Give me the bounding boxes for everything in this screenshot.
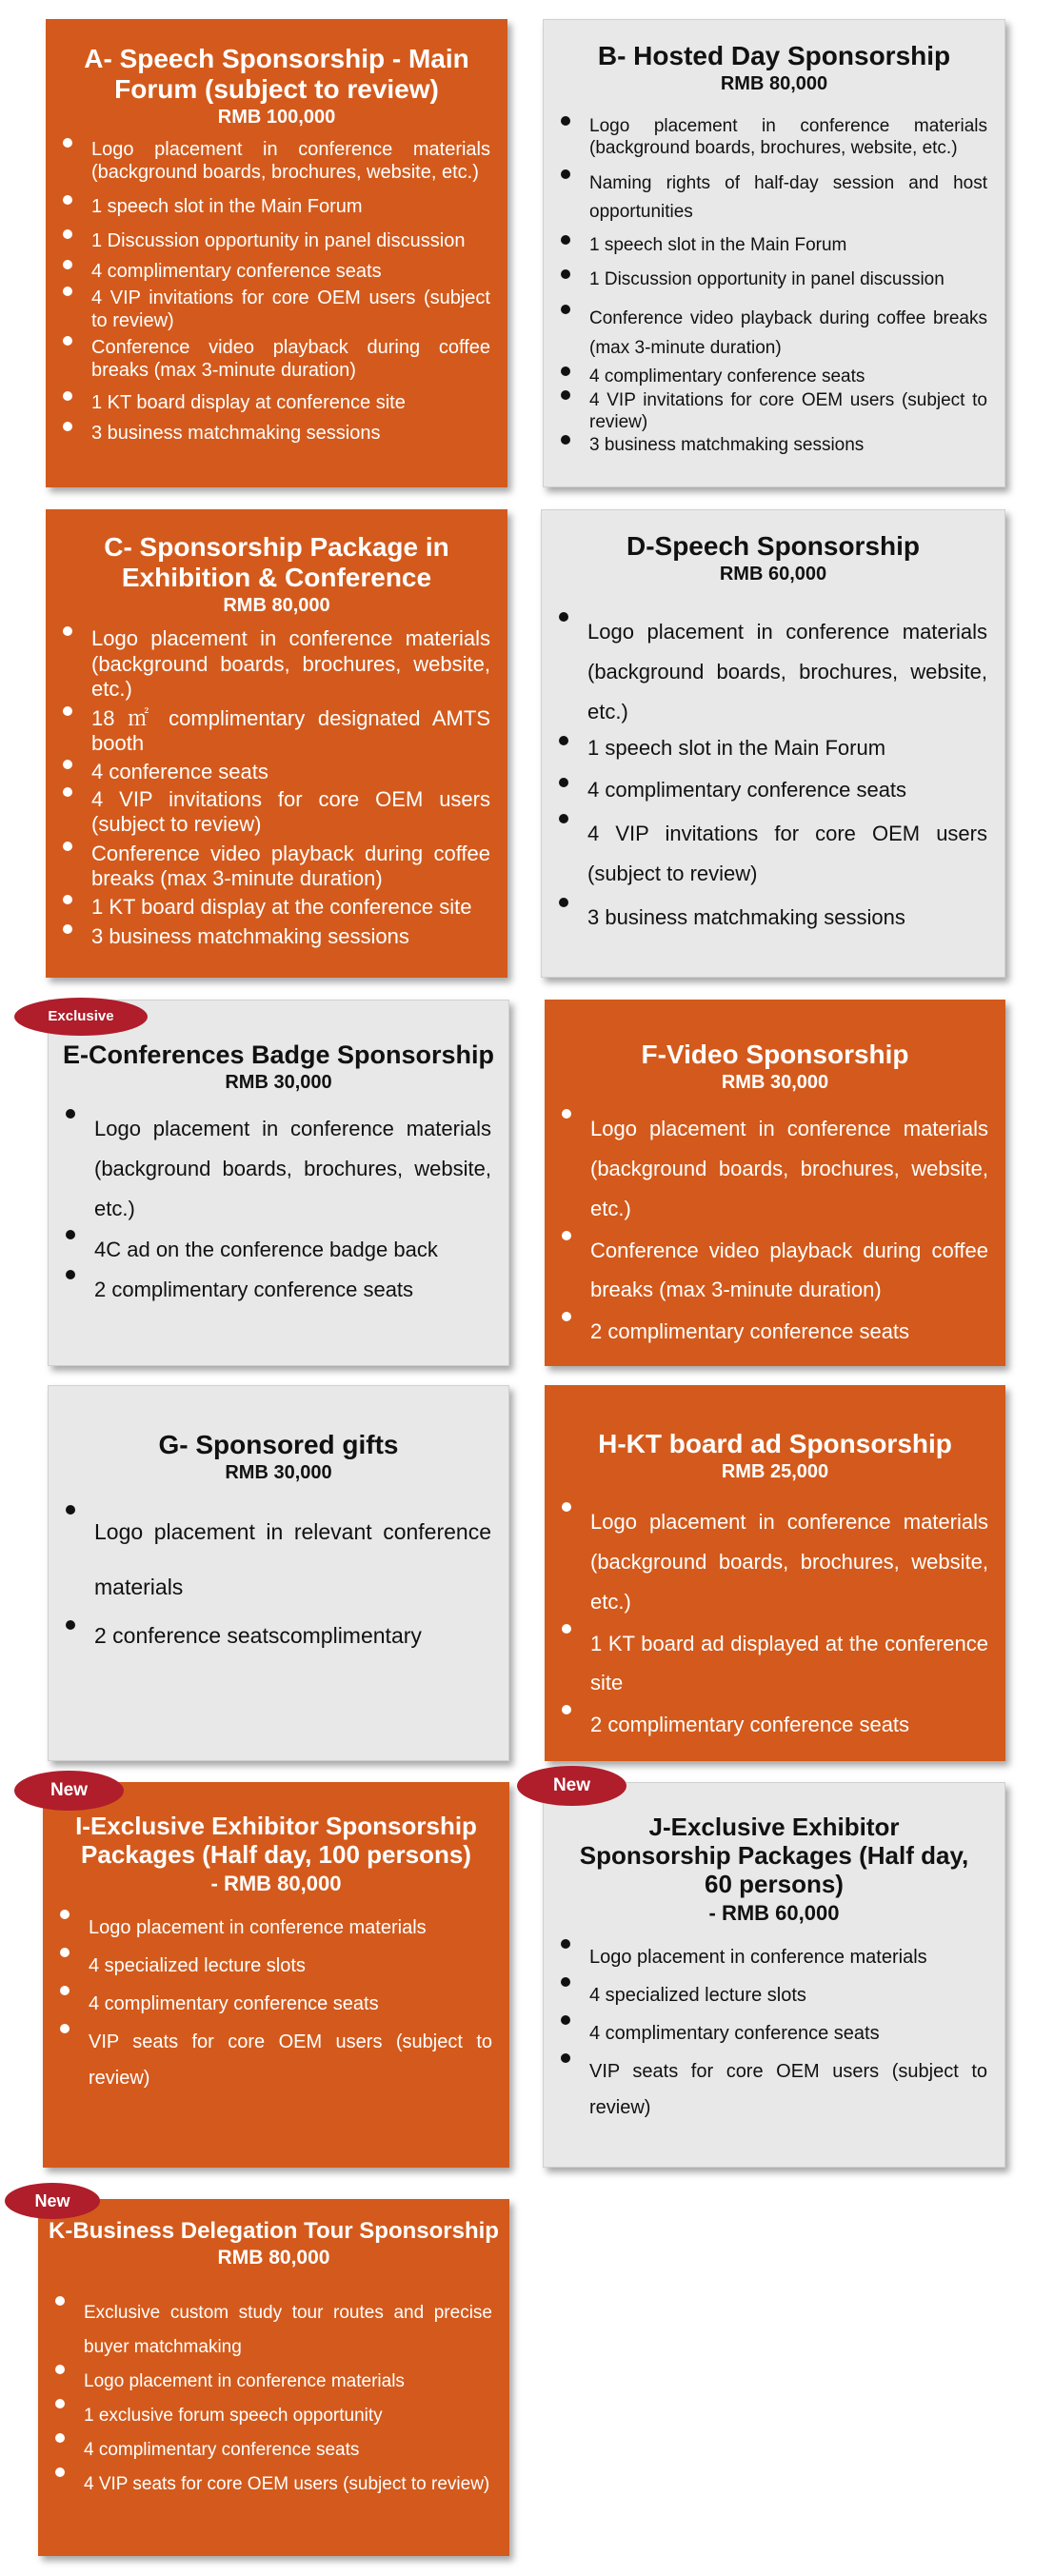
new-badge: New — [517, 1766, 626, 1806]
sponsorship-card-g — [48, 1385, 509, 1761]
list-item: 1 speech slot in the Main Forum — [559, 235, 987, 257]
list-item: Logo placement in conference materials (background boards, brochures, website, etc.) — [559, 116, 987, 160]
card-price: RMB 60,000 — [719, 564, 827, 585]
list-item: 4 complimentary conference seats — [53, 2433, 492, 2467]
benefit-list — [542, 612, 1004, 938]
card-title: E-Conferences Badge Sponsorship — [62, 1040, 495, 1069]
list-item: 1 speech slot in the Main Forum — [61, 195, 490, 218]
card-title: K-Business Delegation Tour Sponsorship — [49, 2218, 499, 2244]
list-item: 3 business matchmaking sessions — [557, 898, 987, 938]
sponsorship-card-j — [543, 1782, 1005, 2168]
list-item: 4 VIP seats for core OEM users (subject to review) — [53, 2467, 492, 2502]
list-item: Logo placement in conference materials (background boards, brochures, website, etc.) — [61, 138, 490, 184]
list-item: Logo placement in conference materials (background boards, brochures, website, etc.) — [560, 1502, 988, 1621]
list-item: 1 KT board display at the conference site — [61, 895, 490, 920]
list-item: Logo placement in conference materials (background boards, brochures, website, etc.) — [61, 626, 490, 702]
card-title: D-Speech Sponsorship — [626, 531, 921, 561]
card-price: RMB 80,000 — [217, 2246, 330, 2269]
list-item: VIP seats for core OEM users (subject to review) — [58, 2024, 492, 2096]
sponsorship-card-a — [46, 19, 507, 487]
list-item: Exclusive custom study tour routes and precise buyer matchmaking — [53, 2296, 492, 2365]
card-price: RMB 80,000 — [223, 595, 330, 617]
sponsorship-card-c — [46, 509, 507, 978]
list-item: 18 ㎡ complimentary designated AMTS booth — [61, 706, 490, 757]
exclusive-badge: Exclusive — [14, 998, 148, 1036]
sponsorship-card-f — [545, 1000, 1005, 1366]
sponsorship-card-h — [545, 1385, 1005, 1761]
list-item: Conference video playback during coffee breaks (max 3-minute duration) — [61, 842, 490, 892]
list-item: Conference video playback during coffee breaks (max 3-minute duration) — [560, 1231, 988, 1311]
list-item: 1 Discussion opportunity in panel discussion — [559, 269, 987, 291]
benefit-list — [46, 138, 507, 445]
card-price: - RMB 60,000 — [708, 1900, 840, 1925]
list-item: VIP seats for core OEM users (subject to review) — [559, 2053, 987, 2126]
list-item: 2 complimentary conference seats — [560, 1312, 988, 1352]
benefit-list — [545, 1109, 1005, 1352]
list-item: 3 business matchmaking sessions — [559, 435, 987, 457]
list-item: 4 VIP invitations for core OEM users (subject to review) — [61, 787, 490, 838]
sponsorship-card-k — [38, 2199, 509, 2556]
list-item: 2 complimentary conference seats — [560, 1705, 988, 1745]
new-badge: New — [5, 2183, 100, 2219]
benefit-list — [545, 1502, 1005, 1745]
benefit-list — [544, 1939, 1004, 2126]
list-item: 4 complimentary conference seats — [559, 367, 987, 388]
list-item: Logo placement in conference materials (background boards, brochures, website, etc.) — [560, 1109, 988, 1228]
benefit-list — [544, 116, 1004, 457]
list-item: 3 business matchmaking sessions — [61, 422, 490, 445]
card-title: B- Hosted Day Sponsorship — [597, 41, 951, 70]
sponsorship-card-d — [541, 509, 1005, 978]
list-item: 4 complimentary conference seats — [557, 778, 987, 803]
card-title: H-KT board ad Sponsorship — [598, 1429, 952, 1458]
list-item: 4C ad on the conference badge back — [64, 1230, 491, 1270]
list-item: Logo placement in conference materials — [559, 1939, 987, 1975]
list-item: Logo placement in conference materials — [53, 2365, 492, 2399]
benefit-list — [46, 626, 507, 949]
list-item: Logo placement in conference materials — [58, 1910, 492, 1946]
card-price: RMB 80,000 — [720, 73, 828, 95]
list-item: Naming rights of half-day session and host opportunities — [559, 169, 987, 228]
new-badge: New — [14, 1771, 124, 1811]
list-item: 4 VIP invitations for core OEM users (subject to review) — [557, 814, 987, 894]
card-title: C- Sponsorship Package in Exhibition & Conference — [104, 532, 449, 593]
list-item: Logo placement in conference materials (background boards, brochures, website, etc.) — [64, 1109, 491, 1228]
sponsorship-card-i — [43, 1782, 509, 2168]
list-item: 3 business matchmaking sessions — [61, 924, 490, 949]
list-item: Logo placement in conference materials (background boards, brochures, website, etc.) — [557, 612, 987, 731]
card-title: A- Speech Sponsorship - Main Forum (subject to review) — [84, 44, 469, 105]
benefit-list — [43, 1910, 509, 2096]
benefit-list — [49, 1505, 508, 1651]
card-title: J-Exclusive Exhibitor Sponsorship Packages (Half day, 60 persons) — [579, 1813, 969, 1898]
list-item: 2 conference seatscomplimentary — [64, 1620, 491, 1651]
list-item: 4 complimentary conference seats — [559, 2015, 987, 2051]
list-item: 4 complimentary conference seats — [61, 260, 490, 283]
sponsorship-card-e — [48, 1000, 509, 1366]
list-item: 4 complimentary conference seats — [58, 1986, 492, 2022]
list-item: Conference video playback during coffee breaks (max 3-minute duration) — [61, 336, 490, 382]
card-title: I-Exclusive Exhibitor Sponsorship Packages (Half day, 100 persons) — [75, 1812, 477, 1869]
card-price: RMB 30,000 — [721, 1072, 829, 1094]
list-item: 1 KT board display at conference site — [61, 391, 490, 414]
card-title: F-Video Sponsorship — [641, 1040, 909, 1069]
card-price: RMB 100,000 — [217, 107, 336, 129]
list-item: 1 exclusive forum speech opportunity — [53, 2399, 492, 2433]
card-price: - RMB 80,000 — [210, 1871, 342, 1895]
list-item: 4 specialized lecture slots — [559, 1977, 987, 2013]
benefit-list — [49, 1109, 508, 1310]
list-item: 4 VIP invitations for core OEM users (subject to review) — [559, 390, 987, 434]
list-item: 2 complimentary conference seats — [64, 1270, 491, 1310]
list-item: 1 Discussion opportunity in panel discussion — [61, 229, 490, 252]
card-price: RMB 30,000 — [225, 1462, 332, 1484]
card-price: RMB 25,000 — [721, 1461, 829, 1483]
list-item: 4 VIP invitations for core OEM users (subject to review) — [61, 287, 490, 332]
list-item: 1 KT board ad displayed at the conference site — [560, 1624, 988, 1704]
sponsorship-card-b — [543, 19, 1005, 487]
card-price: RMB 30,000 — [225, 1072, 332, 1094]
list-item: 4 specialized lecture slots — [58, 1948, 492, 1984]
card-title: G- Sponsored gifts — [158, 1430, 399, 1459]
list-item: Logo placement in relevant conference materials — [64, 1505, 491, 1615]
list-item: 4 conference seats — [61, 760, 490, 784]
benefit-list — [38, 2296, 509, 2503]
list-item: Conference video playback during coffee breaks (max 3-minute duration) — [559, 305, 987, 363]
list-item: 1 speech slot in the Main Forum — [557, 736, 987, 761]
